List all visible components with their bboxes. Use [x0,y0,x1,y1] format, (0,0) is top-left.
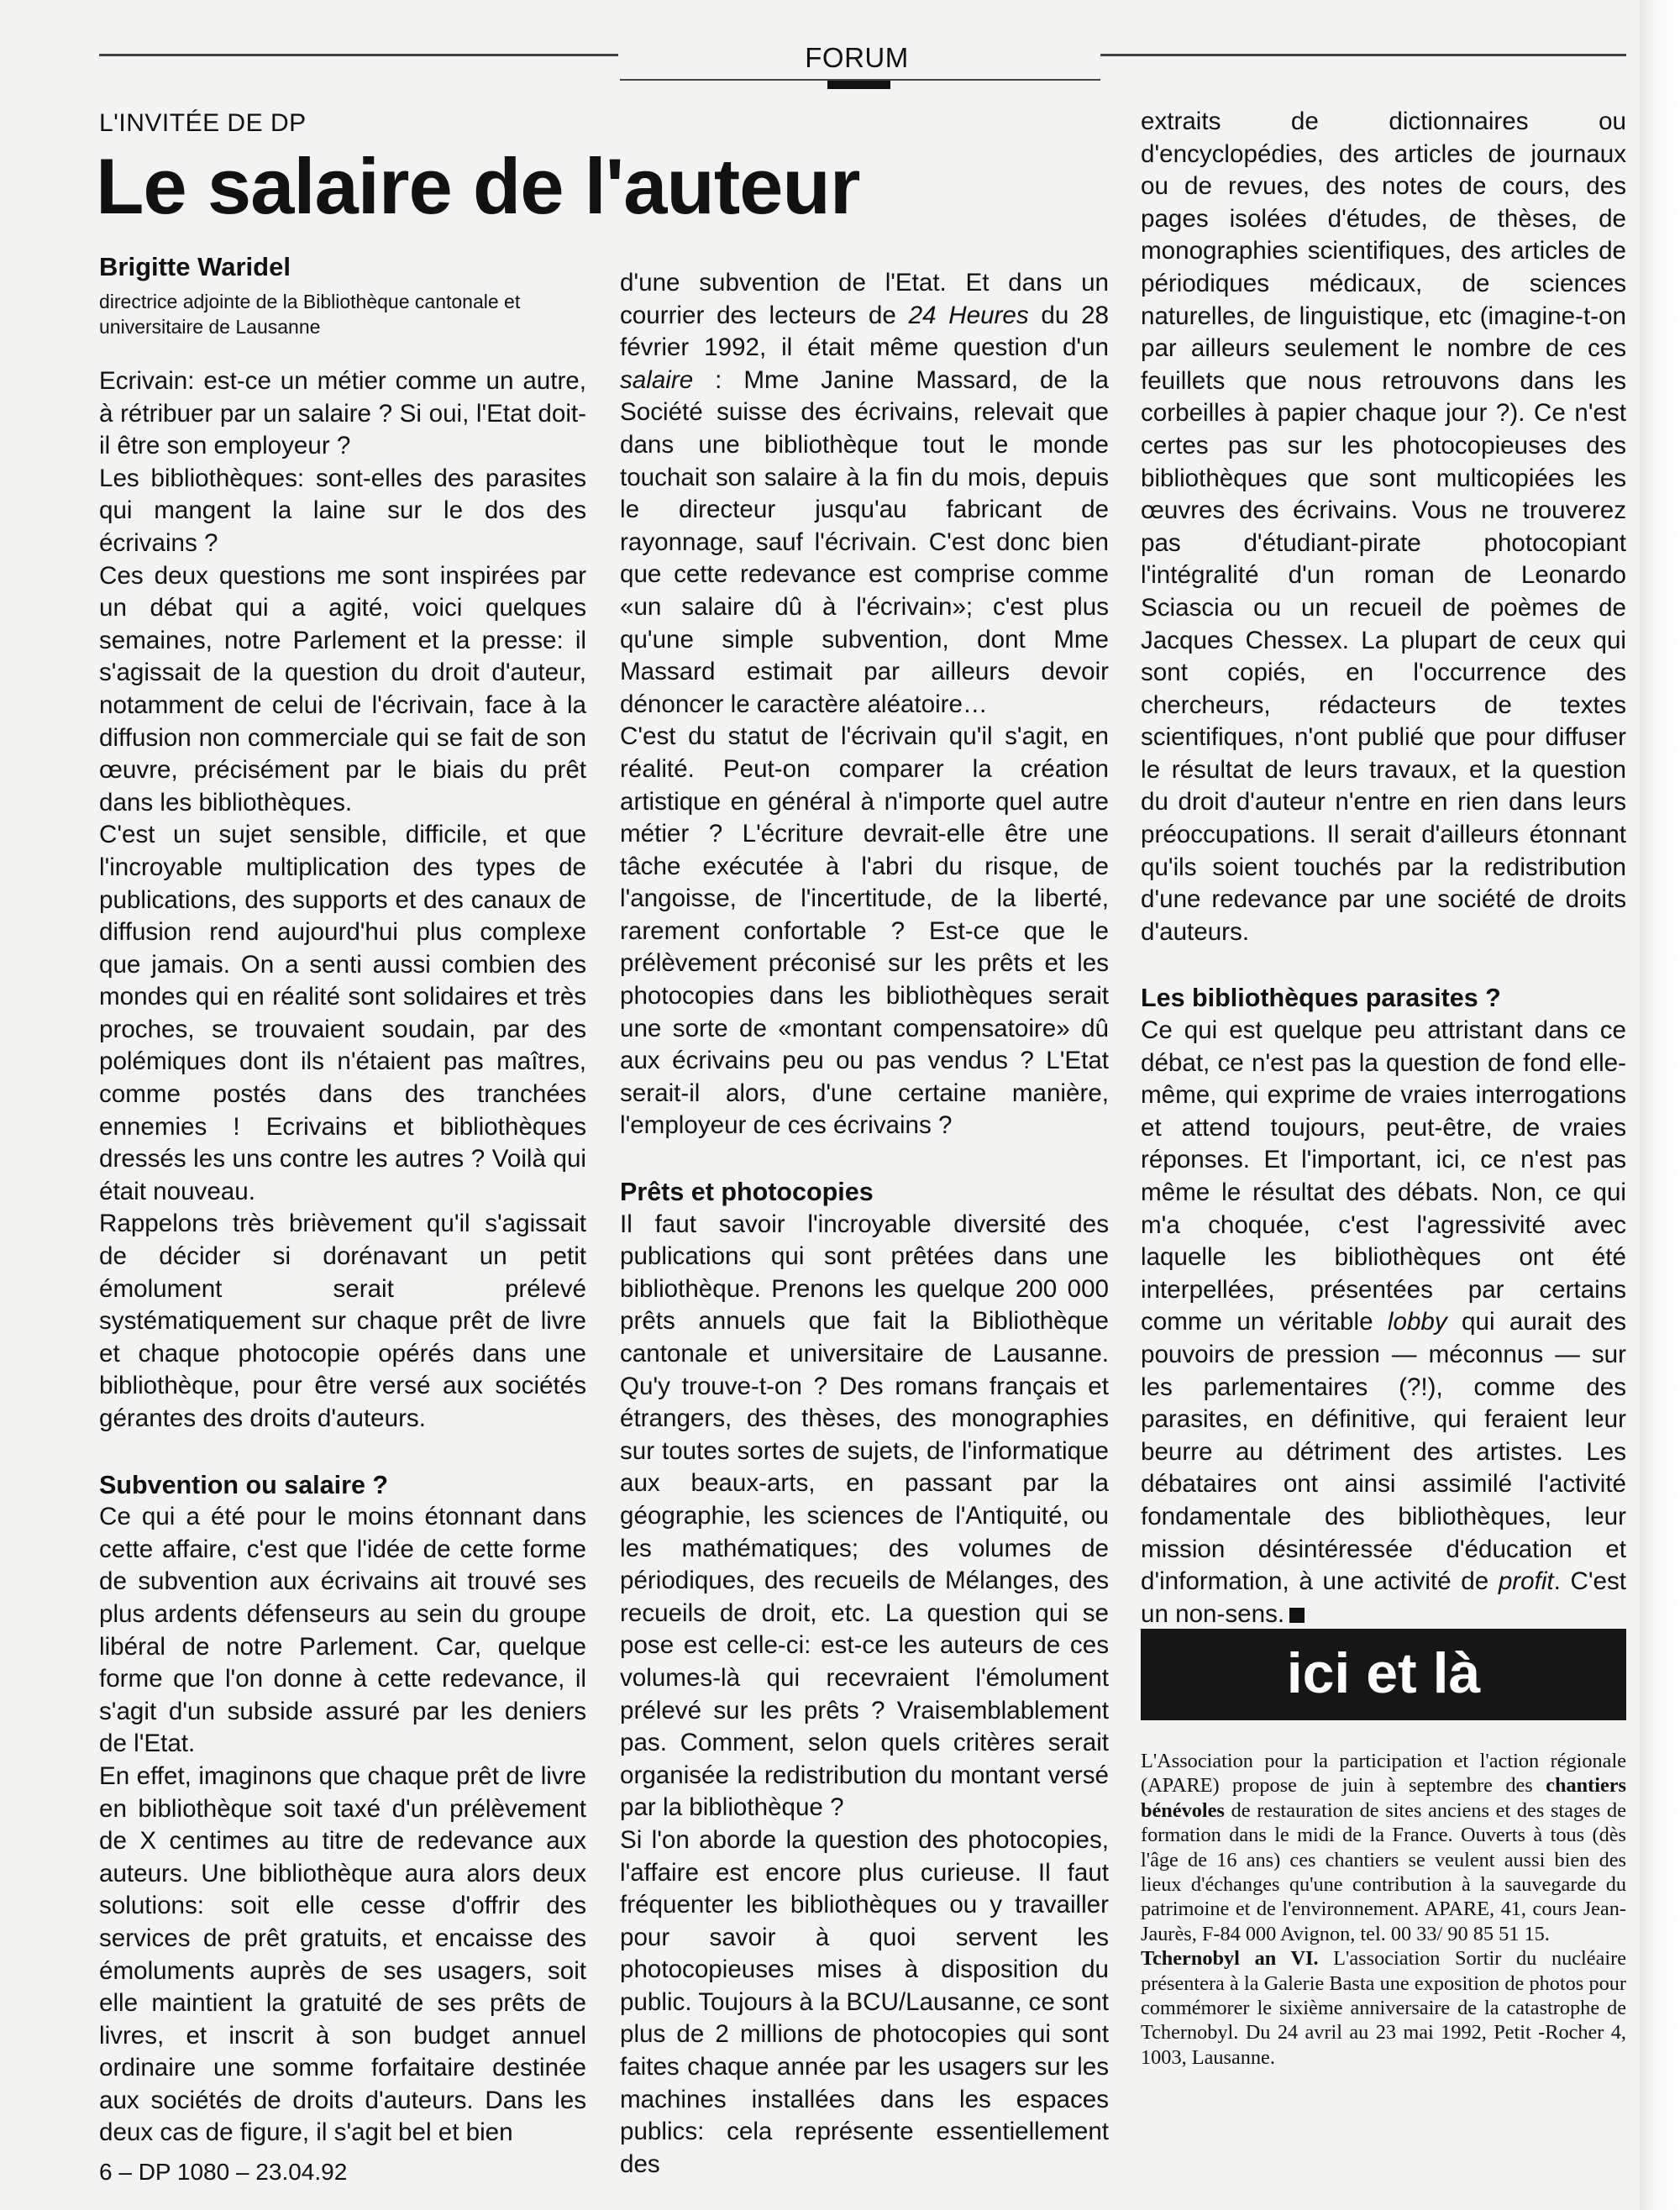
paragraph: Ces deux questions me sont inspirées par un débat qui a agité, voici quelques semaines, notre Parlement et la presse: il s'agissait de la question du droit d'auteur, notamment de celui de l'écrivain, face à la diffusion non commerciale qui se fait de son œuvre, précisément par le biais du prêt dans les bibliothèques. [99,561,586,816]
paragraph: En effet, imaginons que chaque prêt de livre en bibliothèque soit taxé d'un prélèvement de X centimes au titre de redevance aux auteurs. Une bibliothèque aura alors deux solutions: soit elle cesse d'offrir des services de prêt gratuits, et encaisse des émoluments auprès de ses usagers, soit elle maintient la gratuité de ses prêts de livres, et inscrit à son budget annuel ordinaire une somme forfaitaire destinée aux sociétés de droits d'auteurs. Dans les deux cas de figure, il s'agit bel et bien [99,1761,586,2147]
sidebar-item: Tchernobyl an VI. L'association Sortir du nucléaire présentera à la Galerie Basta une exposition de photos pour commémorer le sixième anniversaire de la catastrophe de Tchernobyl. Du 24 avril au 23 mai 1992, Petit -Rocher 4, 1003, Lausanne. [1141,1947,1626,2069]
column-3 [1141,106,1626,1630]
article-title: Le salaire de l'auteur [96,142,860,230]
header-rule-right [1100,54,1626,56]
column-2 [620,267,1109,2181]
sidebar-item: L'Association pour la participation et l'action régionale (APARE) propose de juin à septembre des chantiers bénévoles de restauration de sites anciens et des stages de formation dans le midi de la France. Ouverts à tous (dès l'âge de 16 ans) ces chantiers se veulent aussi bien des lieux d'échanges qu'une contribution à la sauvegarde du patrimoine et de l'environnement. APARE, 41, cours Jean-Jaurès, F-84 000 Avignon, tel. 00 33/ 90 85 51 15. [1141,1750,1626,1945]
end-mark [1289,1608,1305,1623]
kicker: L'INVITÉE DE DP [99,109,307,137]
paragraph: C'est du statut de l'écrivain qu'il s'agit, en réalité. Peut-on comparer la création artistique en général à n'importe quel autre métier ? L'écriture devrait-elle être une tâche exécutée à l'abri du risque, de l'angoisse, de l'incertitude, de la liberté, rarement confortable ? Est-ce que le prélèvement préconisé sur les prêts et les photocopies dans les bibliothèques serait une sorte de «montant compensatoire» dû aux écrivains peu ou pas vendus ? L'Etat serait-il alors, d'une certaine manière, l'employeur de ces écrivains ? [620,722,1109,1140]
paragraph: d'une subvention de l'Etat. Et dans un courrier des lecteurs de 24 Heures du 28 février 1992, il était même question d'un salaire : Mme Janine Massard, de la Société suisse des écrivains, relevait que dans une bibliothèque tout le monde touchait son salaire à la fin du mois, depuis le directeur jusqu'au fabricant de rayonnage, sauf l'écrivain. C'est donc bien que cette redevance est comprise comme «un salaire dû à l'écrivain»; c'est plus qu'une simple subvention, dont Mme Massard estimait par ailleurs devoir dénoncer le caractère aléatoire… [620,269,1109,718]
paragraph: Ce qui est quelque peu attristant dans ce débat, ce n'est pas la question de fond elle-même, qui exprime de vraies interrogations et attend toujours, peut-être, de vraies réponses. Et l'important, ici, ce n'est pas même le résultat des débats. Non, ce qui m'a choquée, c'est l'agressivité avec laquelle les bibliothèques ont été interpellées, présentées par certains comme un véritable lobby qui aurait des pouvoirs de pression — méconnus — sur les parlementaires (?!), comme des parasites, en définitive, qui feraient leur beurre au détriment des artistes. Les débataires ont ainsi assimilé l'activité fondamentale des bibliothèques, leur mission désintéressée d'éducation et d'information, à une activité de profit. C'est un non-sens. [1141,1016,1626,1628]
paragraph: Ecrivain: est-ce un métier comme un autre, à rétribuer par un salaire ? Si oui, l'Etat doit-il être son employeur ? [99,367,586,460]
paragraph: Il faut savoir l'incroyable diversité des publications qui sont prêtées dans une bibliothèque. Prenons les quelque 200 000 prêts annuels que fait la Bibliothèque cantonale et universitaire de Lausanne. Qu'y trouve-t-on ? Des romans français et étrangers, des thèses, des monographies sur toutes sortes de sujets, de l'informatique aux beaux-arts, en passant par la géographie, les sciences de l'Antiquité, ou les mathématiques; des volumes de périodiques, des recueils de Mélanges, des recueils de droit, etc. La question qui se pose est celle-ci: est-ce les auteurs de ces volumes-là qui recevraient l'émolument prélevé sur les prêts ? Vraisemblablement pas. Comment, selon quels critères serait organisée la redistribution du montant versé par la bibliothèque ? [620,1210,1109,1822]
newspaper-title: 24 Heures [908,301,1029,329]
subheading-parasites: Les bibliothèques parasites ? [1141,984,1501,1013]
paragraph: Si l'on aborde la question des photocopies, l'affaire est encore plus curieuse. Il faut fréquenter les bibliothèques ou y travailler pour savoir à quoi servent les photocopieuses mises à disposition du public. Toujours à la BCU/Lausanne, ce sont plus de 2 millions de photocopies qui sont faites chaque année par les usagers sur les machines installées dans les espaces publics: cela représente essentiellement des [620,1825,1109,2178]
paragraph: Ce qui a été pour le moins étonnant dans cette affaire, c'est que l'idée de cette forme de subvention aux écrivains ait trouvé ses plus ardents défenseurs au sein du groupe libéral de notre Parlement. Car, quelque forme que l'on donne à cette redevance, il s'agit d'un subside assuré par les deniers de l'Etat. [99,1503,586,1758]
page-edge [1640,0,1680,2210]
page-footer: 6 – DP 1080 – 23.04.92 [99,2159,348,2185]
author-role: directrice adjointe de la Bibliothèque cantonale et universitaire de Lausanne [99,291,521,338]
sidebar-heading: ici et là [1141,1629,1626,1720]
section-label: FORUM [805,42,909,73]
subheading-prets: Prêts et photocopies [620,1178,874,1207]
section-marker [827,81,890,89]
paragraph: Les bibliothèques: sont-elles des parasites qui mangent la laine sur le dos des écrivains ? [99,464,586,557]
subheading-subvention: Subvention ou salaire ? [99,1470,389,1499]
paragraph: extraits de dictionnaires ou d'encyclopédies, des articles de journaux ou de revues, des notes de cours, des pages isolées d'études, de thèses, de monographies scientifiques, des articles de périodiques médicaux, de sciences naturelles, de linguistique, etc (imagine-t-on par ailleurs seulement le nombre de ces feuillets que nous retrouvons dans les corbeilles à papier chaque jour ?). Ce n'est certes pas sur les photocopieuses des bibliothèques que sont multicopiées les œuvres des écrivains. Vous ne trouverez pas d'étudiant-pirate photocopiant l'intégralité d'un roman de Leonardo Sciascia ou un recueil de poèmes de Jacques Chessex. La plupart de ceux qui sont copiés, en l'occurrence des chercheurs, rédacteurs de textes scientifiques, n'ont publié que pour diffuser le résultat de leurs travaux, et la question du droit d'auteur n'entre en rien dans leurs préoccupations. Il serait d'ailleurs étonnant qu'ils soient touchés par la redistribution d'une redevance par une société de droits d'auteurs. [1141,108,1626,946]
author-name: Brigitte Waridel [99,252,291,281]
header-rule-left [99,54,618,56]
column-1 [99,365,586,2150]
paragraph: Rappelons très brièvement qu'il s'agissait de décider si dorénavant un petit émolument serait prélevé systématiquement sur chaque prêt de livre et chaque photocopie opérés dans une bibliothèque, pour être versé aux sociétés gérantes des droits d'auteurs. [99,1210,586,1432]
sidebar-text [1141,1749,1626,2070]
paragraph: C'est un sujet sensible, difficile, et que l'incroyable multiplication des types de publications, des supports et des canaux de diffusion rend aujourd'hui plus complexe que jamais. On a senti aussi combien des mondes qui en réalité sont solidaires et très proches, se trouvaient soudain, par des polémiques dont ils n'étaient pas maîtres, comme postés dans des tranchées ennemies ! Ecrivains et bibliothèques dressés les uns contre les autres ? Voilà qui était nouveau. [99,821,586,1205]
